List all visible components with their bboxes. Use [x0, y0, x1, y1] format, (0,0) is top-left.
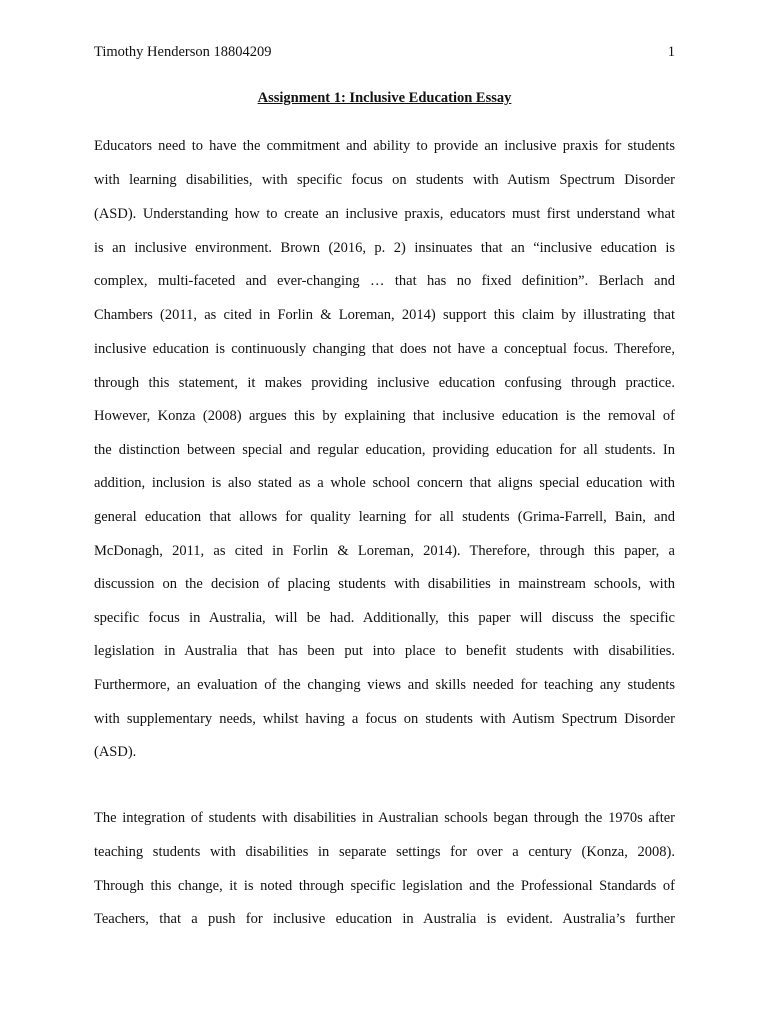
paragraph-2-line: The integration of students with disabilities in Australian schools began through the 1970s after: [94, 810, 675, 826]
paragraph-1-line: is an inclusive environment. Brown (2016, p. 2) insinuates that an “inclusive education is: [94, 240, 675, 256]
paragraph-1-line: (ASD).: [94, 744, 137, 760]
paragraph-1-line: (ASD). Understanding how to create an inclusive praxis, educators must first understand what: [94, 206, 675, 222]
paragraph-1-line: Furthermore, an evaluation of the changing views and skills needed for teaching any students: [94, 677, 675, 693]
paragraph-1-line: general education that allows for quality learning for all students (Grima-Farrell, Bain, and: [94, 509, 675, 525]
paragraph-1-line: discussion on the decision of placing students with disabilities in mainstream schools, with: [94, 576, 675, 592]
essay-title: Assignment 1: Inclusive Education Essay: [257, 90, 512, 106]
paragraph-1-line: inclusive education is continuously changing that does not have a conceptual focus. Therefore,: [94, 341, 675, 357]
paragraph-1-line: legislation in Australia that has been put into place to benefit students with disabilities.: [94, 643, 675, 659]
paragraph-1-line: complex, multi-faceted and ever-changing … that has no fixed definition”. Berlach and: [94, 273, 675, 289]
page-number: 1: [667, 44, 675, 60]
paragraph-1-line: Educators need to have the commitment and ability to provide an inclusive praxis for students: [94, 138, 675, 154]
paragraph-1-line: with supplementary needs, whilst having a focus on students with Autism Spectrum Disorder: [94, 711, 675, 727]
paragraph-1-line: through this statement, it makes providing inclusive education confusing through practice.: [94, 375, 675, 391]
header-author-id: Timothy Henderson 18804209: [94, 44, 272, 60]
paragraph-1-line: However, Konza (2008) argues this by explaining that inclusive education is the removal of: [94, 408, 675, 424]
paragraph-2-line: teaching students with disabilities in separate settings for over a century (Konza, 2008).: [94, 844, 675, 860]
paragraph-1-line: the distinction between special and regular education, providing education for all students. In: [94, 442, 675, 458]
paragraph-2-line: Through this change, it is noted through specific legislation and the Professional Standards of: [94, 878, 675, 894]
paragraph-1-line: with learning disabilities, with specific focus on students with Autism Spectrum Disorder: [94, 172, 675, 188]
paragraph-1-line: Chambers (2011, as cited in Forlin & Loreman, 2014) support this claim by illustrating that: [94, 307, 675, 323]
paragraph-2-line: Teachers, that a push for inclusive education in Australia is evident. Australia’s further: [94, 911, 675, 927]
paragraph-1-line: specific focus in Australia, will be had. Additionally, this paper will discuss the specific: [94, 610, 675, 626]
paragraph-1-line: McDonagh, 2011, as cited in Forlin & Loreman, 2014). Therefore, through this paper, a: [94, 543, 675, 559]
paragraph-1-line: addition, inclusion is also stated as a whole school concern that aligns special education with: [94, 475, 675, 491]
